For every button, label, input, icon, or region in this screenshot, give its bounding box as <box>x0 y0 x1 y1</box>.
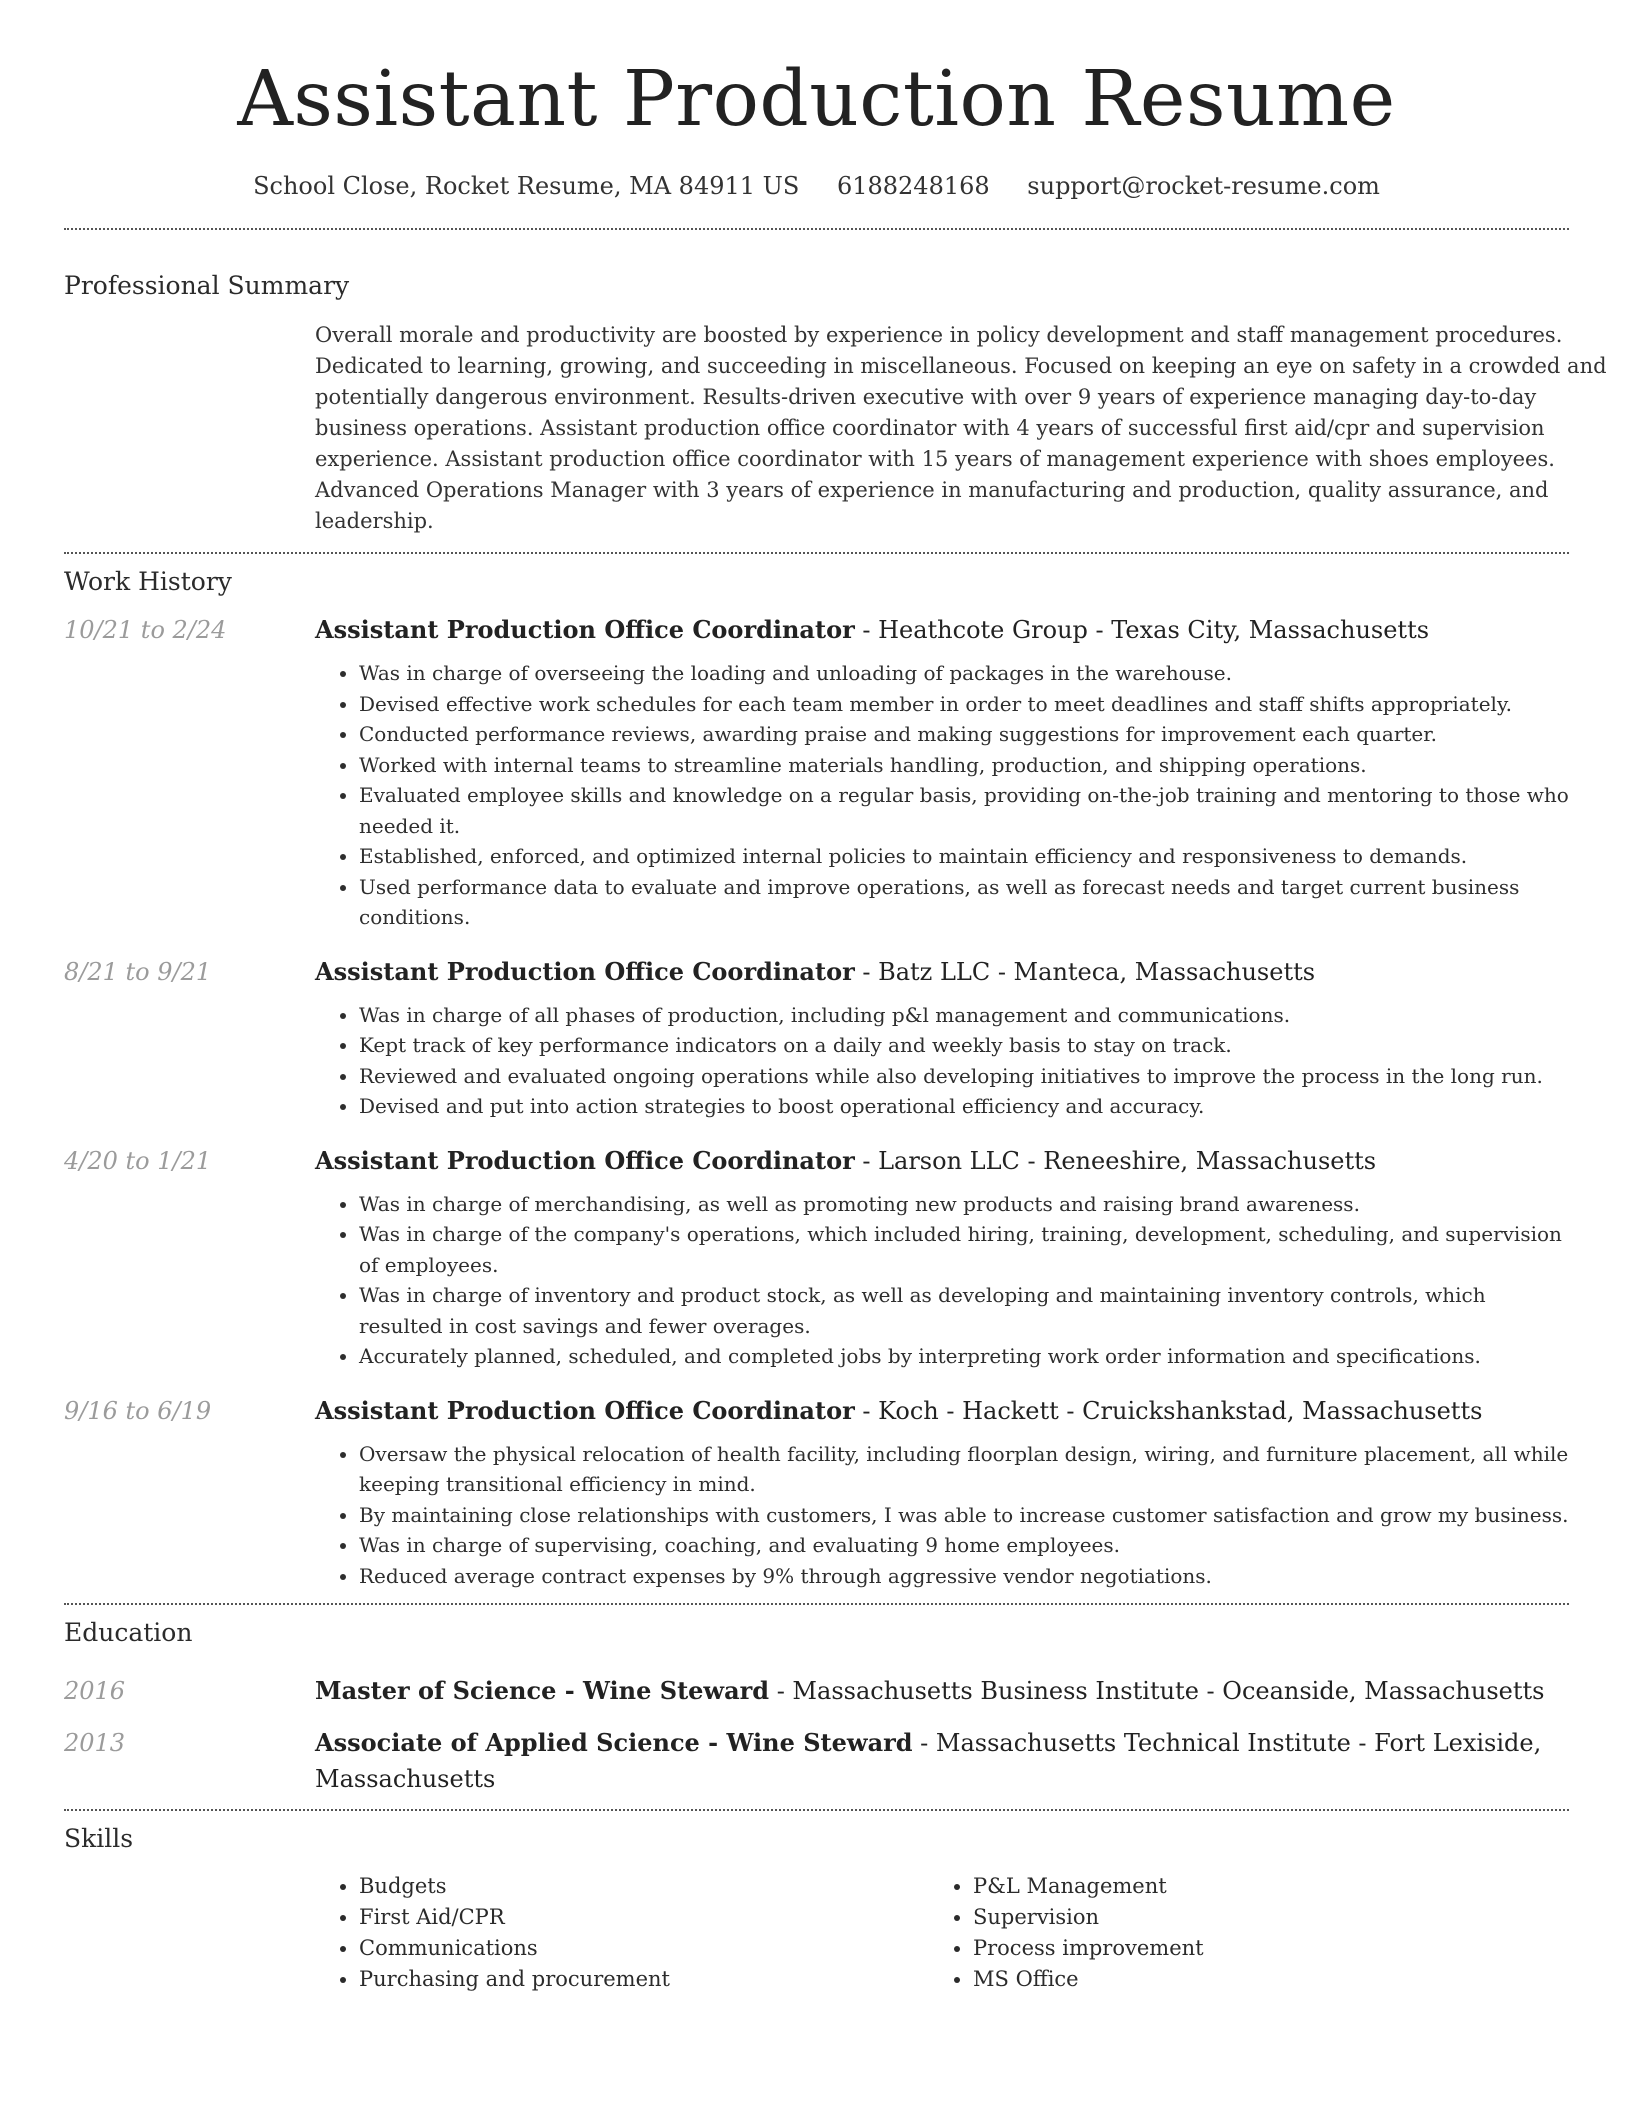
education-details: - Massachusetts Technical Institute - Fort Lexiside, Massachusetts <box>315 1729 1542 1793</box>
job-date: 4/20 to 1/21 <box>64 1146 212 1175</box>
job-role: Assistant Production Office Coordinator <box>315 956 855 986</box>
job-entry <box>64 612 1569 933</box>
bullet-item: • Kept track of key performance indicators on a daily and weekly basis to stay on track. <box>359 1030 1569 1061</box>
job-details: - Koch - Hackett - Cruickshankstad, Massachusetts <box>854 1396 1483 1425</box>
job-bullets <box>315 1000 1569 1122</box>
skill-item: • Supervision <box>973 1902 1533 1933</box>
skill-item: • MS Office <box>973 1964 1533 1995</box>
job-entry <box>64 1143 1569 1372</box>
phone-text: 6188248168 <box>836 172 990 200</box>
education-degree: Associate of Applied Science - Wine Steward <box>315 1728 913 1757</box>
divider <box>64 552 1569 554</box>
education-year: 2013 <box>64 1729 126 1757</box>
bullet-item: • Accurately planned, scheduled, and completed jobs by interpreting work order information and specifications. <box>359 1341 1569 1372</box>
education-heading <box>315 1673 1569 1709</box>
job-date: 9/16 to 6/19 <box>64 1396 212 1425</box>
bullet-item: • Was in charge of overseeing the loading and unloading of packages in the warehouse. <box>359 658 1569 689</box>
education-entry <box>64 1725 1569 1797</box>
skill-item: • Communications <box>359 1933 929 1964</box>
job-details: - Batz LLC - Manteca, Massachusetts <box>854 957 1316 986</box>
section-title-education: Education <box>64 1618 193 1647</box>
skill-item: • First Aid/CPR <box>359 1902 929 1933</box>
job-role: Assistant Production Office Coordinator <box>315 1395 855 1425</box>
bullet-item: • Reviewed and evaluated ongoing operations while also developing initiatives to improve the process in the long run. <box>359 1061 1569 1092</box>
divider <box>64 1809 1569 1811</box>
contact-info <box>64 170 1569 202</box>
job-bullets <box>315 658 1569 933</box>
job-entry <box>64 954 1569 1122</box>
skill-item: • Budgets <box>359 1871 929 1902</box>
bullet-item: • Was in charge of all phases of production, including p&l management and communications. <box>359 1000 1569 1031</box>
education-year: 2016 <box>64 1677 126 1705</box>
skill-item: • Process improvement <box>973 1933 1533 1964</box>
bullet-item: • Was in charge of supervising, coaching, and evaluating 9 home employees. <box>359 1530 1569 1561</box>
job-heading <box>315 1143 1569 1179</box>
bullet-item: • Worked with internal teams to streamline materials handling, production, and shipping operations. <box>359 750 1569 781</box>
job-role: Assistant Production Office Coordinator <box>315 1145 855 1175</box>
education-entry <box>64 1673 1569 1709</box>
job-bullets <box>315 1189 1569 1372</box>
education-degree: Master of Science - Wine Steward <box>315 1676 770 1705</box>
job-details: - Larson LLC - Reneeshire, Massachusetts <box>854 1146 1377 1175</box>
bullet-item: • Evaluated employee skills and knowledge on a regular basis, providing on-the-job training and mentoring to those who needed it. <box>359 780 1569 841</box>
section-title-skills: Skills <box>64 1824 134 1853</box>
job-date: 8/21 to 9/21 <box>64 957 212 986</box>
bullet-item: • Devised and put into action strategies to boost operational efficiency and accuracy. <box>359 1091 1569 1122</box>
divider <box>64 1603 1569 1605</box>
summary-text: Overall morale and productivity are boosted by experience in policy development and staff management procedures. Dedicated to learning, growing, and succeeding in miscellaneous. Focused on keeping an eye on safety in a crowded and potentially dangerous environment. Results-driven executive with over 9 years of experience managing day-to-day business operations. Assistant production office coordinator with 4 years of successful first aid/cpr and supervision experience. Assistant production office coordinator with 15 years of management experience with shoes employees. Advanced Operations Manager with 3 years of experience in manufacturing and production, quality assurance, and leadership. <box>315 323 1607 533</box>
education-heading <box>315 1725 1569 1797</box>
bullet-item: • Conducted performance reviews, awarding praise and making suggestions for improvement each quarter. <box>359 719 1569 750</box>
bullet-item: • Used performance data to evaluate and improve operations, as well as forecast needs and target current business conditions. <box>359 872 1569 933</box>
email-text: support@rocket-resume.com <box>1027 172 1380 200</box>
bullet-item: • Devised effective work schedules for each team member in order to meet deadlines and staff shifts appropriately. <box>359 689 1569 720</box>
skills-column-left <box>315 1871 929 1995</box>
bullet-item: • Reduced average contract expenses by 9% through aggressive vendor negotiations. <box>359 1561 1569 1592</box>
skills-list <box>64 1871 1569 1995</box>
bullet-item: • By maintaining close relationships with customers, I was able to increase customer satisfaction and grow my business. <box>359 1500 1569 1531</box>
education-details: - Massachusetts Business Institute - Oceanside, Massachusetts <box>769 1677 1545 1705</box>
bullet-item: • Established, enforced, and optimized internal policies to maintain efficiency and responsiveness to demands. <box>359 841 1569 872</box>
resume-title: Assistant Production Resume <box>237 55 1396 144</box>
skill-item: • P&L Management <box>973 1871 1533 1902</box>
bullet-item: • Was in charge of the company's operations, which included hiring, training, development, scheduling, and supervision of employees. <box>359 1219 1569 1280</box>
skills-column-right <box>929 1871 1533 1995</box>
job-heading <box>315 954 1569 990</box>
job-bullets <box>315 1439 1569 1592</box>
skill-item: • Purchasing and procurement <box>359 1964 929 1995</box>
job-details: - Heathcote Group - Texas City, Massachusetts <box>854 616 1430 644</box>
section-title-summary: Professional Summary <box>64 271 350 300</box>
bullet-item: • Oversaw the physical relocation of health facility, including floorplan design, wiring, and furniture placement, all while keeping transitional efficiency in mind. <box>359 1439 1569 1500</box>
job-date: 10/21 to 2/24 <box>64 616 227 644</box>
section-title-work-history: Work History <box>64 567 232 596</box>
divider <box>64 228 1569 230</box>
job-entry <box>64 1393 1569 1592</box>
address-text: School Close, Rocket Resume, MA 84911 US <box>253 172 800 200</box>
bullet-item: • Was in charge of inventory and product stock, as well as developing and maintaining inventory controls, which resulted in cost savings and fewer overages. <box>359 1280 1569 1341</box>
job-role: Assistant Production Office Coordinator <box>315 615 855 644</box>
job-heading <box>315 612 1569 648</box>
resume-page <box>64 0 1607 1995</box>
work-history-list <box>64 612 1569 1591</box>
bullet-item: • Was in charge of merchandising, as well as promoting new products and raising brand awareness. <box>359 1189 1569 1220</box>
job-heading <box>315 1393 1569 1429</box>
